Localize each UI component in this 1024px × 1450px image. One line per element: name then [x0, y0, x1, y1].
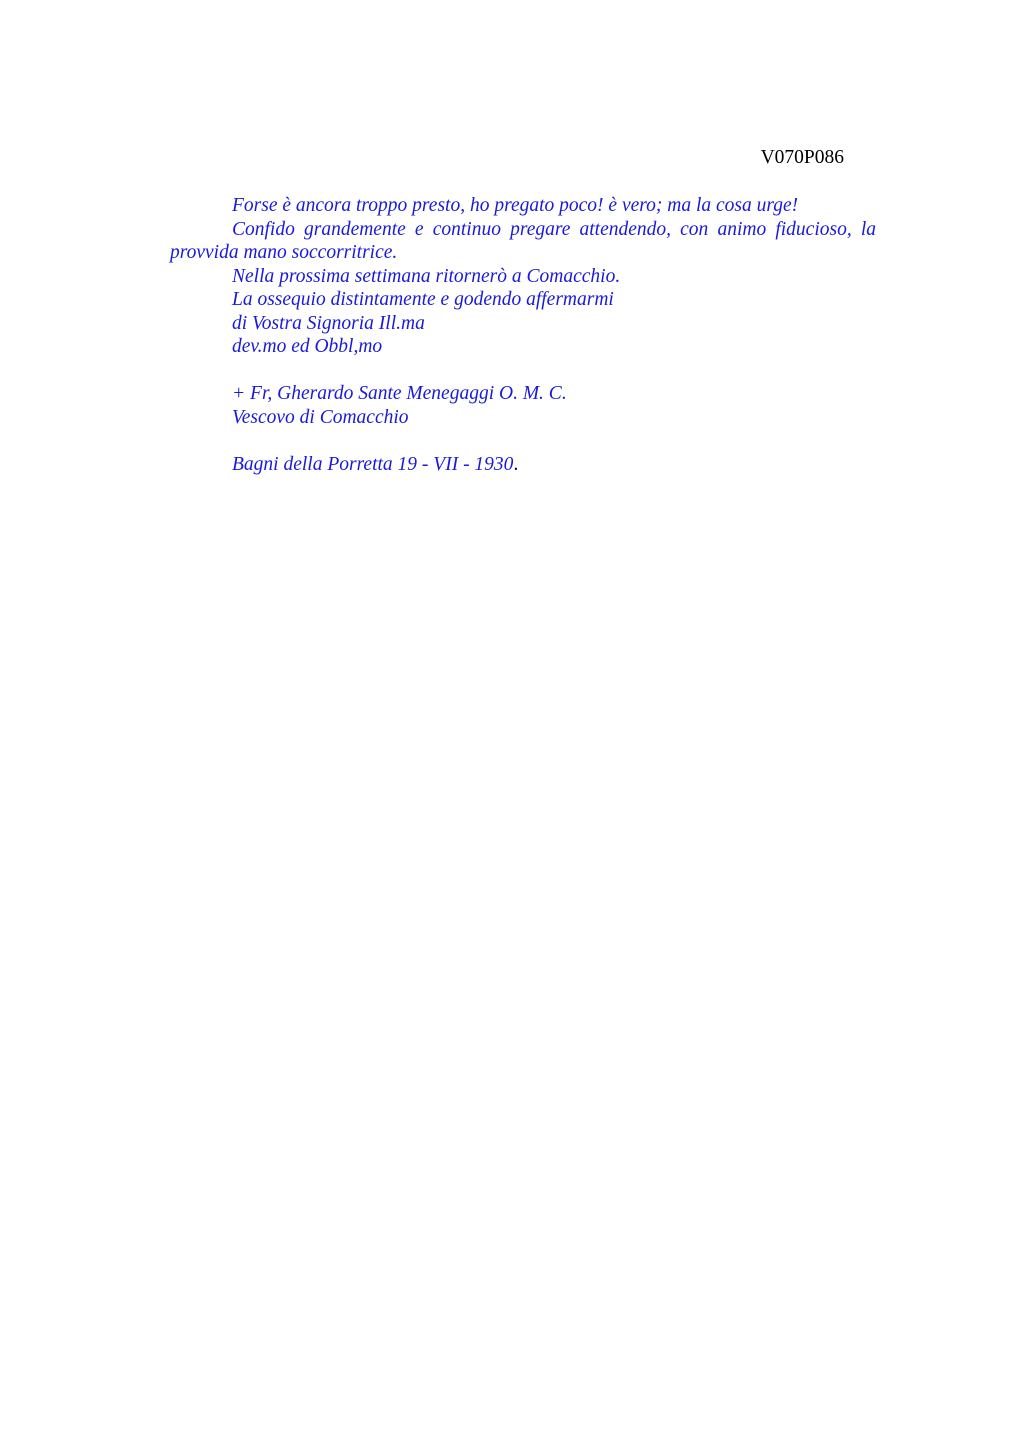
place-date: Bagni della Porretta 19 - VII - 1930 [232, 453, 514, 475]
place-date-line [170, 453, 876, 477]
signature-title: Vescovo di Comacchio [232, 406, 409, 428]
signature-name: + Fr, Gherardo Sante Menegaggi O. M. C. [232, 383, 567, 404]
closing-line-2: di Vostra Signoria Ill.ma [232, 312, 425, 334]
letter-body [170, 194, 876, 476]
paragraph-3: Nella prossima settimana ritornerò a Comacchio. [232, 265, 621, 287]
closing-line-3: dev.mo ed Obbl,mo [232, 336, 383, 357]
trailing-period: . [513, 453, 519, 475]
paragraph-2: Confido grandemente e continuo pregare attendendo, con animo fiducioso, la provvida mano soccorritrice. [170, 218, 876, 263]
page-identifier: V070P086 [760, 147, 844, 168]
paragraph-1: Forse è ancora troppo presto, ho pregato poco! è vero; ma la cosa urge! [232, 195, 799, 216]
closing-line-1: La ossequio distintamente e godendo affermarmi [232, 289, 614, 310]
spacer [170, 429, 876, 453]
spacer [170, 359, 876, 383]
